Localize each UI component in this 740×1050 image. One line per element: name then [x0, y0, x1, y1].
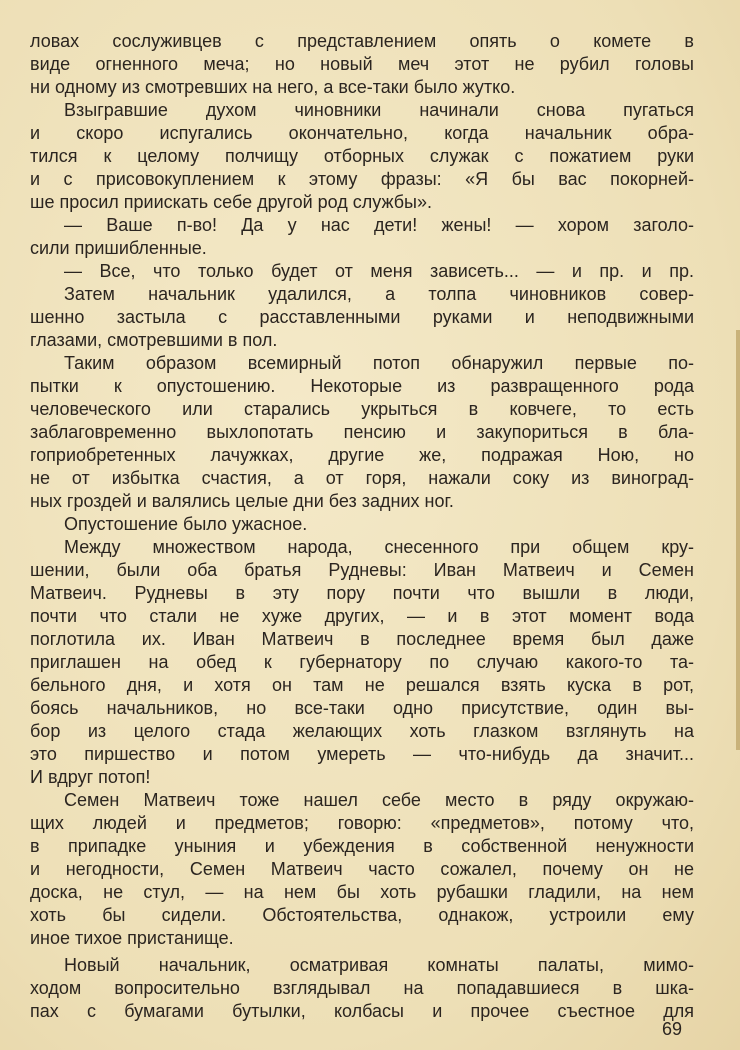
- text-line: заблаговременно выхлопотать пенсию и закупориться в бла-: [30, 422, 694, 442]
- text-line: Опустошение было ужасное.: [64, 514, 308, 534]
- text-line: глазами, смотревшими в пол.: [30, 330, 278, 350]
- text-line: ходом вопросительно взглядывал на попадавшиеся в шка-: [30, 978, 694, 998]
- text-line: боясь начальников, но все-таки одно присутствие, один вы-: [30, 698, 694, 718]
- text-line: приглашен на обед к губернатору по случаю какого-то та-: [30, 652, 694, 672]
- text-line: — Ваше п-во! Да у нас дети! жены! — хором заголо-: [64, 215, 694, 235]
- paragraph: [30, 214, 694, 260]
- text-line: шении, были оба братья Рудневы: Иван Матвеич и Семен: [30, 560, 694, 580]
- text-line: не от избытка счастия, а от горя, нажали соку из виноград-: [30, 468, 694, 488]
- text-line: ловах сослуживцев с представлением опять о комете в: [30, 31, 694, 51]
- paragraph: [30, 260, 694, 283]
- text-line: щих людей и предметов; говорю: «предметов», потому что,: [30, 813, 694, 833]
- text-line: бор из целого стада желающих хоть глазком взглянуть на: [30, 721, 694, 741]
- paragraph: [30, 536, 694, 789]
- paragraph: [30, 352, 694, 513]
- text-line: ных гроздей и валялись целые дни без задних ног.: [30, 491, 454, 511]
- paragraph: [30, 789, 694, 950]
- paragraph: [30, 954, 694, 1023]
- paragraph: [30, 30, 694, 99]
- text-line: — Все, что только будет от меня зависеть... — и пр. и пр.: [64, 261, 694, 281]
- text-line: хоть бы сидели. Обстоятельства, однакож, устроили ему: [30, 905, 694, 925]
- text-line: Новый начальник, осматривая комнаты палаты, мимо-: [64, 955, 694, 975]
- text-line: бельного дня, и хотя он там не решался взять куска в рот,: [30, 675, 694, 695]
- text-line: шенно застыла с расставленными руками и неподвижными: [30, 307, 694, 327]
- text-line: ни одному из смотревших на него, а все-таки было жутко.: [30, 77, 516, 97]
- page-number: 69: [662, 1019, 683, 1039]
- text-line: сили пришибленные.: [30, 238, 207, 258]
- text-line: гоприобретенных лачужках, другие же, подражая Ною, но: [30, 445, 694, 465]
- paragraph: [30, 283, 694, 352]
- text-line: и скоро испугались окончательно, когда начальник обра-: [30, 123, 694, 143]
- text-line: ше просил приискать себе другой род службы».: [30, 192, 432, 212]
- text-line: и негодности, Семен Матвеич часто сожалел, почему он не: [30, 859, 694, 879]
- text-line: человеческого или старались укрыться в ковчеге, то есть: [30, 399, 694, 419]
- text-line: Взыгравшие духом чиновники начинали снова пугаться: [64, 100, 694, 120]
- page-body-text: [30, 30, 694, 1023]
- text-line: И вдруг потоп!: [30, 767, 151, 787]
- text-line: почти что стали не хуже других, — и в этот момент вода: [30, 606, 694, 626]
- text-line: виде огненного меча; но новый меч этот не рубил головы: [30, 54, 694, 74]
- text-line: Затем начальник удалился, а толпа чиновников совер-: [64, 284, 694, 304]
- text-line: Таким образом всемирный потоп обнаружил первые по-: [64, 353, 694, 373]
- text-line: Матвеич. Рудневы в эту пору почти что вышли в люди,: [30, 583, 694, 603]
- text-line: Семен Матвеич тоже нашел себе место в ряду окружаю-: [64, 790, 694, 810]
- text-line: пах с бумагами бутылки, колбасы и прочее съестное для: [30, 1001, 694, 1021]
- text-line: иное тихое пристанище.: [30, 928, 234, 948]
- text-line: это пиршество и потом умереть — что-нибудь да значит...: [30, 744, 694, 764]
- text-line: и с присовокуплением к этому фразы: «Я бы вас покорней-: [30, 169, 694, 189]
- text-line: Между множеством народа, снесенного при общем кру-: [64, 537, 694, 557]
- text-line: пытки к опустошению. Некоторые из развращенного рода: [30, 376, 694, 396]
- text-line: доска, не стул, — на нем бы хоть рубашки гладили, на нем: [30, 882, 694, 902]
- paragraph: [30, 513, 694, 536]
- text-line: в припадке уныния и убеждения в собственной ненужности: [30, 836, 694, 856]
- page-edge: [736, 330, 740, 750]
- paragraph: [30, 99, 694, 214]
- text-line: поглотила их. Иван Матвеич в последнее время был даже: [30, 629, 694, 649]
- text-line: тился к целому полчищу отборных служак с пожатием руки: [30, 146, 694, 166]
